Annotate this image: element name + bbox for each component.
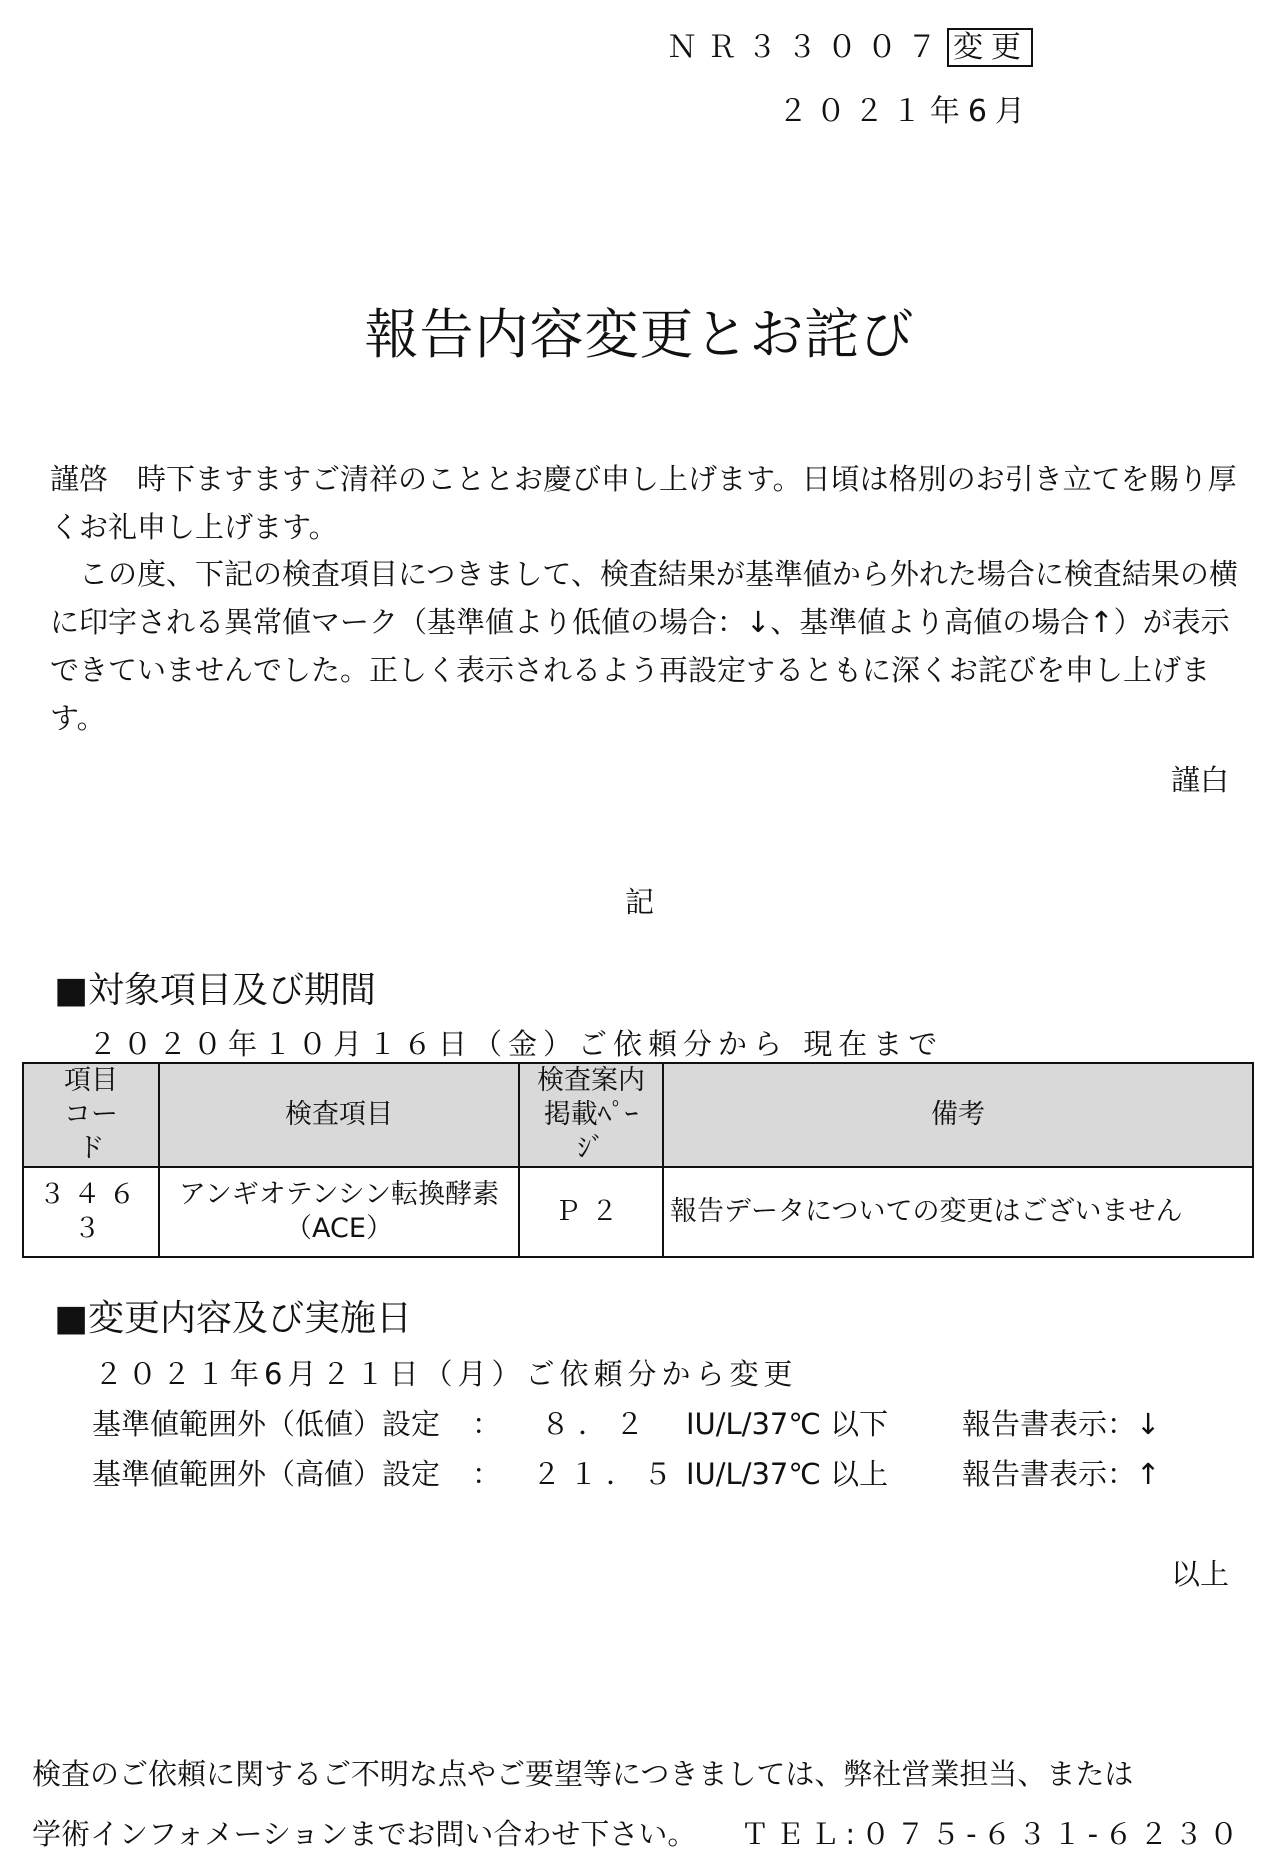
- cell-item: [159, 1167, 519, 1257]
- section-heading-target: ■対象項目及び期間: [54, 970, 377, 1011]
- greeting-paragraph: 謹啓 時下ますますご清祥のこととお慶び申し上げます。日頃は格別のお引き立てを賜り厚くお礼申し上げます。: [50, 462, 1237, 544]
- setting-label: 基準値範囲外（高値）設定: [92, 1457, 441, 1491]
- implementation-date: ２０２１年6月２１日（月）ご依頼分から変更: [94, 1357, 798, 1391]
- document-number: [667, 22, 1033, 66]
- table-row: [23, 1167, 1253, 1257]
- page-title: 報告内容変更とお詫び: [364, 303, 915, 366]
- header-note: 備考: [663, 1063, 1253, 1167]
- header-page-label: 検査案内掲載ﾍﾟｰｼﾞ: [537, 1065, 645, 1164]
- setting-label: 基準値範囲外（低値）設定: [92, 1407, 441, 1441]
- target-items-table: [22, 1062, 1254, 1258]
- cell-item-label: アンギオテンシン転換酵素（ACE）: [178, 1179, 500, 1244]
- closing-kinpaku: 謹白: [1170, 763, 1229, 797]
- cell-code: ３４６３: [23, 1167, 159, 1257]
- apology-paragraph: この度、下記の検査項目につきまして、検査結果が基準値から外れた場合に検査結果の横に印字される異常値マーク（基準値より低値の場合：↓、基準値より高値の場合↑）が表示できていませんでした。正しく表示されるよう再設定するともに深くお詫びを申し上げます。: [50, 557, 1238, 735]
- cell-note: 報告データについての変更はございません: [663, 1167, 1253, 1257]
- header-code: [23, 1063, 159, 1167]
- setting-colon: ：: [472, 1457, 502, 1491]
- header-page: [519, 1063, 663, 1167]
- setting-unit: IU/L/37℃ 以上: [686, 1457, 889, 1491]
- setting-colon: ：: [472, 1407, 502, 1441]
- header-item: 検査項目: [159, 1063, 519, 1167]
- footer-contact-text: 学術インフォメーションまでお問い合わせ下さい。: [32, 1817, 697, 1851]
- setting-value: ８．２: [540, 1407, 652, 1441]
- issue-date: ２０２１年6月: [777, 94, 1033, 129]
- setting-value: ２１．５: [532, 1457, 681, 1491]
- footer-tel: ＴＥＬ:０７５-６３１-６２３０: [740, 1817, 1245, 1851]
- table-header-row: [23, 1063, 1253, 1167]
- setting-unit: IU/L/37℃ 以下: [686, 1407, 889, 1441]
- setting-row-high: [92, 1452, 1160, 1493]
- ki-marker: 記: [624, 885, 654, 919]
- cell-page: Ｐ２: [519, 1167, 663, 1257]
- footer-line-1: 検査のご依頼に関するご不明な点やご要望等につきましては、弊社営業担当、または: [32, 1757, 1134, 1791]
- header-code-label: 項目コード: [64, 1065, 118, 1164]
- setting-display: 報告書表示：↑: [962, 1457, 1161, 1491]
- change-mark: 変更: [947, 28, 1033, 67]
- setting-row-low: [92, 1402, 1160, 1443]
- setting-display: 報告書表示：↓: [962, 1407, 1161, 1441]
- doc-number-code: ＮＲ３３００７: [667, 30, 947, 65]
- target-period: ２０２０年１０月１６日（金）ご依頼分から 現在まで: [88, 1027, 944, 1061]
- closing-ijou: 以上: [1170, 1557, 1229, 1591]
- section-heading-change: ■変更内容及び実施日: [54, 1298, 413, 1339]
- footer-line-2: [32, 1812, 1244, 1853]
